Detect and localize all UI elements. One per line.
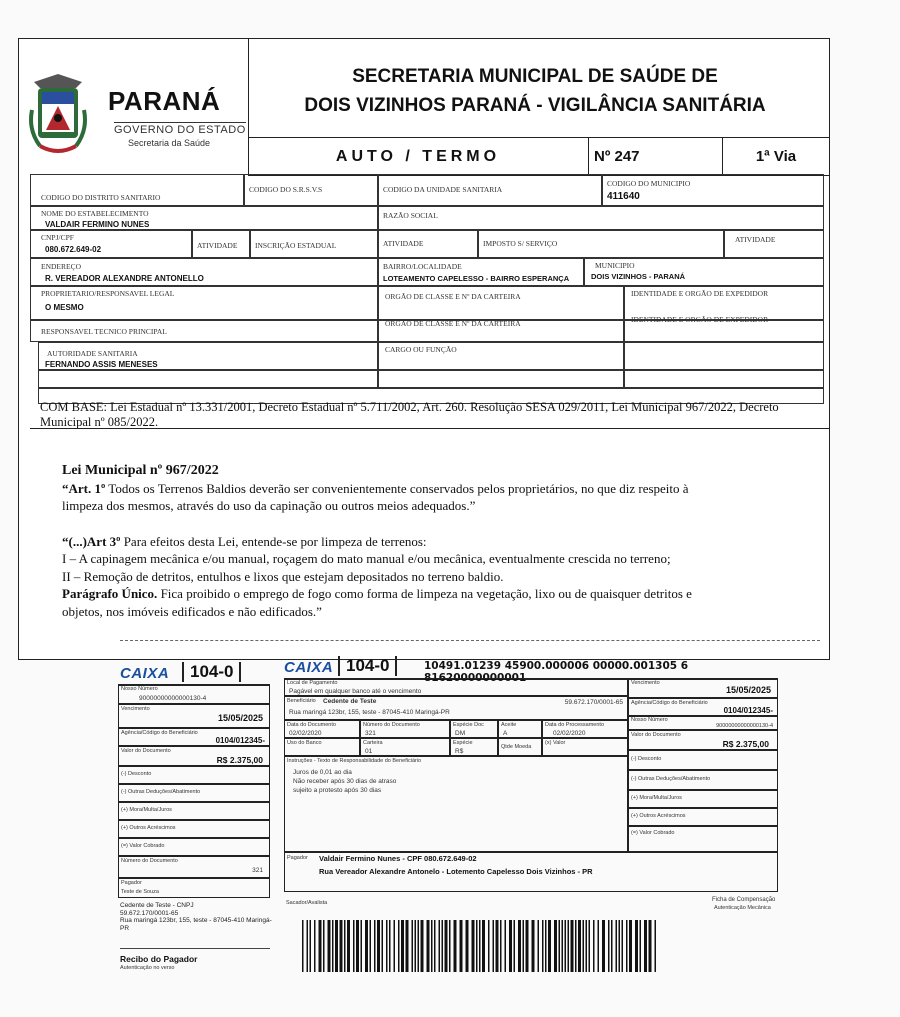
- stub-value-nosso: 90000000000000130-4: [139, 695, 207, 702]
- barcode-bar: [538, 920, 540, 972]
- law-art1-head: “Art. 1º: [62, 480, 106, 496]
- label-nosso: Nosso Número: [631, 717, 668, 723]
- main-agencia: [628, 698, 778, 716]
- law-title: Lei Municipal nº 967/2022: [62, 463, 219, 478]
- barcode-bar: [548, 920, 551, 972]
- barcode-bar: [374, 920, 376, 972]
- barcode-bar: [523, 920, 525, 972]
- cell-municipio: [584, 258, 824, 286]
- barcode-bar: [434, 920, 436, 972]
- label-cobrado: (=) Valor Cobrado: [631, 830, 675, 836]
- main-especie-doc: [450, 720, 498, 738]
- cell-cnpj: [30, 230, 192, 258]
- stub-value-numdoc: 321: [252, 867, 263, 874]
- stub-label-cobrado: (=) Valor Cobrado: [121, 843, 165, 849]
- barcode-bar: [629, 920, 632, 972]
- stub-valor: [118, 746, 270, 766]
- barcode-bar: [488, 920, 490, 972]
- instr-line-1: Juros de 0,01 ao dia: [293, 769, 352, 776]
- autent-mecanica: Autenticação Mecânica: [714, 905, 771, 911]
- cell-blank-2: [38, 370, 378, 388]
- barcode-bar: [571, 920, 574, 972]
- law-paragrafo-body: Fica proibido o emprego de fogo como forma de limpeza na vegetação, lixo ou de quaisquer detritos e objetos, nos imóveis edificados e não edificados.”: [62, 586, 692, 619]
- main-aceite: [498, 720, 542, 738]
- stub-bank-header: [118, 662, 270, 686]
- barcode: [302, 920, 662, 972]
- value-numdoc2: 321: [365, 730, 376, 737]
- via-label: 1ª Via: [755, 148, 797, 165]
- barcode-bar: [598, 920, 600, 972]
- stub-bank-logo: CAIXA: [120, 665, 170, 682]
- label-pagador2: Pagador: [287, 855, 308, 861]
- barcode-bar: [449, 920, 451, 972]
- law-item-1: I – A capinagem mecânica e/ou manual, roçagem do mato manual e/ou mecânica, eventualmente crescida no terreno;: [62, 551, 671, 566]
- barcode-bar: [626, 920, 628, 972]
- label-municipio-cod: CODIGO DO MUNICIPIO: [607, 179, 691, 188]
- cell-atividade: [192, 230, 250, 258]
- cell-blank-4: [624, 370, 824, 388]
- stub-pagador: [118, 878, 270, 898]
- stub-label-nosso: Nosso Número: [121, 686, 158, 692]
- barcode-bar: [431, 920, 433, 972]
- barcode-bar: [622, 920, 624, 972]
- barcode-bar: [608, 920, 610, 972]
- value-especie2: R$: [455, 748, 464, 755]
- label-cargo: CARGO OU FUNÇÃO: [385, 345, 457, 354]
- barcode-bar: [302, 920, 304, 972]
- barcode-bar: [418, 920, 420, 972]
- value-pagador2-end: Rua Vereador Alexandre Antonelo - Lotemento Capelesso Dois Vizinhos - PR: [319, 867, 593, 876]
- value-endereco: R. VEREADOR ALEXANDRE ANTONELLO: [45, 274, 204, 283]
- barcode-bar: [586, 920, 588, 972]
- stub-agencia: [118, 728, 270, 746]
- label-endereco: ENDEREÇO: [41, 262, 81, 271]
- main-valor-documento: [628, 730, 778, 750]
- barcode-bar: [472, 920, 475, 972]
- stub-value-venc: 15/05/2025: [217, 713, 263, 723]
- government-label: GOVERNO DO ESTADO: [114, 124, 246, 136]
- cell-autoridade: [38, 342, 378, 370]
- document-number: Nº 247: [590, 138, 723, 175]
- boleto-receipt-stub: [118, 662, 270, 912]
- barcode-bar: [310, 920, 312, 972]
- law-paragrafo-head: Parágrafo Único.: [62, 586, 158, 601]
- stub-label-pagador: Pagador: [121, 880, 142, 886]
- barcode-bar: [370, 920, 372, 972]
- barcode-bar: [421, 920, 424, 972]
- barcode-bar: [412, 920, 414, 972]
- barcode-bar: [518, 920, 521, 972]
- stub-autent-verso: Autenticação no verso: [120, 965, 175, 971]
- title-line-1: SECRETARIA MUNICIPAL DE SAÚDE DE: [352, 66, 718, 87]
- barcode-bar: [514, 920, 516, 972]
- stub-value-pagador: Teste de Souza: [121, 889, 159, 895]
- value-municipio-cod: 411640: [607, 191, 640, 202]
- main-nosso-numero: [628, 716, 778, 730]
- barcode-bar: [454, 920, 457, 972]
- title-line-2: DOIS VIZINHOS PARANÁ - VIGILÂNCIA SANITÁRIA: [304, 95, 766, 116]
- value-pagador2: Valdair Fermino Nunes - CPF 080.672.649-02: [319, 854, 477, 863]
- main-vencimento: [628, 678, 778, 698]
- label-sacador: Sacador/Avalista: [286, 900, 328, 906]
- value-estabelecimento: VALDAIR FERMINO NUNES: [45, 220, 150, 229]
- cell-srsvs: [244, 174, 378, 206]
- stub-numdoc: [118, 856, 270, 878]
- cell-blank-1: [624, 342, 824, 370]
- cell-imposto: [478, 230, 724, 258]
- stub-cobrado: [118, 838, 270, 856]
- label-datadoc: Data do Documento: [287, 722, 336, 728]
- label-valor: Valor do Documento: [631, 732, 681, 738]
- linha-digitavel: 10491.01239 45900.000006 00000.001305 6 81620000000001: [424, 660, 689, 684]
- stub-label-desconto: (-) Desconto: [121, 771, 152, 777]
- law-item-2: II – Remoção de detritos, entulhos e lixos que estejam depositados no terreno baldio.: [62, 568, 504, 584]
- barcode-bar: [340, 920, 343, 972]
- law-paragrafo: [62, 585, 722, 620]
- stub-nosso-numero: [118, 684, 270, 704]
- barcode-bar: [386, 920, 388, 972]
- barcode-bar: [476, 920, 478, 972]
- label-desconto: (-) Desconto: [631, 756, 662, 762]
- barcode-bar: [655, 920, 657, 972]
- law-text: [62, 462, 722, 620]
- barcode-bar: [445, 920, 448, 972]
- barcode-bar: [323, 920, 325, 972]
- stub-bank-code: 104-0: [182, 662, 241, 682]
- value-municipio: DOIS VIZINHOS - PARANÁ: [591, 272, 686, 281]
- barcode-bar: [619, 920, 621, 972]
- value-agencia: 0104/012345-: [723, 706, 773, 715]
- label-srsvs: CODIGO DO S.R.S.V.S: [249, 185, 323, 194]
- barcode-bar: [578, 920, 581, 972]
- cell-distrito: [30, 174, 244, 206]
- barcode-bar: [611, 920, 613, 972]
- value-benef: Cedente de Teste: [323, 698, 377, 705]
- stub-vencimento: [118, 704, 270, 728]
- label-local: Local de Pagamento: [287, 680, 338, 686]
- main-cobrado: [628, 826, 778, 852]
- label-numdoc2: Número do Documento: [363, 722, 420, 728]
- value-aceite: A: [503, 730, 508, 737]
- stub-cedente: Cedente de Teste - CNPJ: [120, 902, 194, 909]
- label-imposto: IMPOSTO S/ SERVIÇO: [483, 239, 558, 248]
- label-identidade-2: IDENTIDADE E ORGÃO DE EXPEDIDOR: [631, 315, 769, 324]
- main-beneficiario: [284, 696, 628, 720]
- secretaria-label: Secretaria da Saúde: [128, 138, 211, 148]
- cell-cargo: [378, 342, 624, 370]
- barcode-bar: [398, 920, 400, 972]
- brand-name: PARANÁ: [108, 86, 221, 116]
- barcode-bar: [365, 920, 368, 972]
- barcode-bar: [389, 920, 391, 972]
- barcode-bar: [565, 920, 567, 972]
- ficha-compensacao: Ficha de Compensação: [712, 897, 776, 903]
- stub-desconto: [118, 766, 270, 784]
- label-tecnico: RESPONSAVEL TECNICO PRINCIPAL: [41, 327, 167, 336]
- barcode-bar: [602, 920, 605, 972]
- cell-orgao-classe-2: [378, 320, 624, 342]
- label-benef: Beneficiário: [287, 698, 316, 704]
- auto-termo-row: [248, 137, 830, 176]
- cell-blank-3: [378, 370, 624, 388]
- barcode-bar: [466, 920, 469, 972]
- value-valor: R$ 2.375,00: [722, 739, 769, 749]
- barcode-bar: [394, 920, 396, 972]
- main-data-processamento: [542, 720, 628, 738]
- label-mora: (+) Mora/Multa/Juros: [631, 795, 682, 801]
- barcode-bar: [344, 920, 346, 972]
- cut-line: [120, 640, 820, 641]
- label-acrescimos: (+) Outros Acréscimos: [631, 813, 686, 819]
- label-atividade-2: ATIVIDADE: [383, 239, 424, 248]
- barcode-bar: [332, 920, 334, 972]
- value-venc: 15/05/2025: [725, 685, 771, 695]
- barcode-bar: [509, 920, 512, 972]
- value-nosso: 90000000000000130-4: [716, 723, 773, 729]
- barcode-bar: [554, 920, 557, 972]
- barcode-bar: [442, 920, 444, 972]
- barcode-bar: [307, 920, 309, 972]
- barcode-bar: [356, 920, 359, 972]
- barcode-bar: [314, 920, 316, 972]
- barcode-bar: [401, 920, 404, 972]
- parana-crest-icon: [26, 70, 90, 156]
- value-proprietario: O MESMO: [45, 303, 84, 312]
- label-orgao-classe-1: ORGÃO DE CLASSE E Nº DA CARTEIRA: [385, 292, 521, 301]
- value-datadoc: 02/02/2020: [289, 730, 322, 737]
- label-municipio: MUNICIPIO: [595, 261, 635, 270]
- value-bairro: LOTEAMENTO CAPELESSO - BAIRRO ESPERANÇA: [383, 274, 570, 283]
- barcode-bar: [361, 920, 363, 972]
- stub-mora: [118, 802, 270, 820]
- law-art3: [62, 533, 722, 551]
- main-carteira: [360, 738, 450, 756]
- stub-signature-line: [120, 948, 270, 949]
- stub-label-valor: Valor do Documento: [121, 748, 171, 754]
- barcode-bar: [427, 920, 430, 972]
- barcode-bar: [562, 920, 564, 972]
- main-qtde-moeda: [498, 738, 542, 756]
- barcode-bar: [406, 920, 409, 972]
- value-especie: DM: [455, 730, 466, 737]
- law-art1: [62, 480, 722, 515]
- barcode-bar: [505, 920, 507, 972]
- stub-deducoes: [118, 784, 270, 802]
- label-deducoes: (-) Outras Deduções/Abatimento: [631, 776, 711, 782]
- legal-basis: COM BASE: Lei Estadual nº 13.331/2001, Decreto Estadual nº 5.711/2002, Art. 260. Resolução SESA 029/2011, Lei Municipal 967/2022, Decreto Municipal nº 085/2022.: [40, 400, 779, 429]
- instr-line-3: sujeito a protesto após 30 dias: [293, 787, 382, 794]
- base-divider: [30, 428, 830, 429]
- barcode-bar: [482, 920, 485, 972]
- main-data-documento: [284, 720, 360, 738]
- label-especie: Espécie Doc: [453, 722, 484, 728]
- main-mora: [628, 790, 778, 808]
- value-dataproc: 02/02/2020: [553, 730, 586, 737]
- auto-termo-label: AUTO / TERMO: [248, 138, 589, 175]
- cell-orgao-classe-1: [378, 286, 624, 320]
- stub-cedente-block: [120, 902, 280, 932]
- stub-label-deducoes: (-) Outras Deduções/Abatimento: [121, 789, 201, 795]
- cell-atividade-2: [378, 230, 478, 258]
- cell-unidade: [378, 174, 602, 206]
- barcode-bar: [593, 920, 595, 972]
- label-orgao-classe-2: ORGÃO DE CLASSE E Nº DA CARTEIRA: [385, 319, 521, 328]
- barcode-bar: [479, 920, 481, 972]
- label-agencia: Agência/Código do Beneficiário: [631, 700, 708, 706]
- cell-endereco: [30, 258, 378, 286]
- main-especie: [450, 738, 498, 756]
- label-dataproc: Data do Processamento: [545, 722, 605, 728]
- label-aceite: Aceite: [501, 722, 517, 728]
- barcode-bar: [575, 920, 577, 972]
- cell-municipio-cod: [602, 174, 824, 206]
- barcode-bar: [347, 920, 350, 972]
- value-benef-cnpj: 59.672.170/0001-65: [564, 699, 623, 706]
- barcode-bar: [559, 920, 561, 972]
- barcode-bar: [377, 920, 380, 972]
- barcode-bar: [460, 920, 463, 972]
- cell-proprietario: [30, 286, 378, 320]
- value-benef-end: Rua maringá 123br, 155, teste - 87045-410 Maringá-PR: [289, 709, 450, 716]
- stub-label-acrescimos: (+) Outros Acréscimos: [121, 825, 176, 831]
- stub-label-venc: Vencimento: [121, 706, 150, 712]
- main-acrescimos: [628, 808, 778, 826]
- cell-inscricao: [250, 230, 378, 258]
- boleto-main: [284, 656, 778, 906]
- barcode-bar: [635, 920, 638, 972]
- barcode-bar: [319, 920, 322, 972]
- main-instrucoes: [284, 756, 628, 852]
- form-grid: [30, 174, 824, 424]
- stub-recibo-label: Recibo do Pagador: [120, 954, 198, 964]
- main-bank-logo: CAIXA: [284, 659, 334, 676]
- main-x-valor: [542, 738, 628, 756]
- cell-razao-social: [378, 206, 824, 230]
- main-bank-code: 104-0: [338, 656, 397, 676]
- main-uso-banco: [284, 738, 360, 756]
- label-qtde: Qtde Moeda: [501, 744, 532, 750]
- stub-label-mora: (+) Mora/Multa/Juros: [121, 807, 172, 813]
- barcode-bar: [353, 920, 355, 972]
- main-pagador: [284, 852, 778, 892]
- barcode-bar: [589, 920, 591, 972]
- label-distrito: CODIGO DO DISTRITO SANITARIO: [41, 193, 161, 202]
- label-inscricao: INSCRIÇÃO ESTADUAL: [255, 241, 337, 250]
- label-especie2: Espécie: [453, 740, 473, 746]
- barcode-bar: [649, 920, 652, 972]
- value-local: Pagável em qualquer banco até o vencimento: [289, 688, 422, 695]
- page-title: [250, 62, 820, 120]
- instr-line-2: Não receber após 30 dias de atraso: [293, 778, 397, 785]
- cell-bairro: [378, 258, 584, 286]
- barcode-bar: [526, 920, 529, 972]
- cell-identidade-2: [624, 315, 824, 342]
- main-numero-documento: [360, 720, 450, 738]
- stub-value-agencia: 0104/012345-: [215, 736, 265, 745]
- stub-cedente-cnpj: 59.672.170/0001-65: [120, 909, 179, 917]
- barcode-bar: [644, 920, 647, 972]
- stub-label-numdoc: Número do Documento: [121, 858, 178, 864]
- barcode-bar: [545, 920, 547, 972]
- barcode-bar: [532, 920, 535, 972]
- label-identidade-1: IDENTIDADE E ORGÃO DE EXPEDIDOR: [631, 289, 769, 298]
- value-carteira: 01: [365, 748, 373, 755]
- law-art3-body: Para efeitos desta Lei, entende-se por limpeza de terrenos:: [120, 533, 427, 549]
- stub-label-agencia: Agência/Código do Beneficiário: [121, 730, 198, 736]
- label-atividade: ATIVIDADE: [197, 241, 238, 250]
- label-bairro: BAIRRO/LOCALIDADE: [383, 262, 462, 271]
- law-art3-head: “(...)Art 3º: [62, 533, 121, 549]
- label-autoridade: AUTORIDADE SANITARIA: [47, 349, 138, 358]
- label-unidade: CODIGO DA UNIDADE SANITARIA: [383, 185, 503, 194]
- main-desconto: [628, 750, 778, 770]
- stub-cedente-end: Rua maringá 123br, 155, teste - 87045-410 Maringá-PR: [120, 917, 272, 932]
- barcode-bar: [382, 920, 384, 972]
- barcode-bar: [496, 920, 499, 972]
- barcode-bar: [335, 920, 338, 972]
- barcode-bar: [616, 920, 618, 972]
- barcode-bar: [583, 920, 585, 972]
- value-autoridade: FERNANDO ASSIS MENESES: [45, 360, 158, 369]
- stub-value-valor: R$ 2.375,00: [216, 755, 263, 765]
- stub-acrescimos: [118, 820, 270, 838]
- barcode-bar: [328, 920, 331, 972]
- label-cnpj: CNPJ/CPF: [41, 233, 74, 242]
- label-razao-social: RAZÃO SOCIAL: [383, 211, 438, 220]
- label-usobanco: Uso do Banco: [287, 740, 322, 746]
- barcode-bar: [542, 920, 544, 972]
- cell-estabelecimento: [30, 206, 378, 230]
- label-venc: Vencimento: [631, 680, 660, 686]
- main-deducoes: [628, 770, 778, 790]
- barcode-bar: [493, 920, 495, 972]
- barcode-bar: [439, 920, 441, 972]
- label-atividade-3: ATIVIDADE: [735, 235, 776, 244]
- value-cnpj: 080.672.649-02: [45, 245, 102, 254]
- cell-atividade-3: [724, 230, 824, 258]
- barcode-bar: [500, 920, 502, 972]
- header-logo-area: [18, 38, 248, 168]
- label-xvalor: (x) Valor: [545, 740, 566, 746]
- main-local-pagamento: [284, 678, 628, 696]
- label-estabelecimento: NOME DO ESTABELECIMENTO: [41, 209, 149, 218]
- label-proprietario: PROPRIETARIO/RESPONSAVEL LEGAL: [41, 289, 175, 298]
- label-instr: Instruções - Texto de Responsabilidade do Beneficiário: [287, 758, 422, 764]
- law-art1-body: Todos os Terrenos Baldios deverão ser convenientemente conservados pelos proprietários, no que diz respeito à limpeza dos mesmos, através do uso da capinação ou outros meios adequados.”: [62, 480, 689, 513]
- barcode-bar: [415, 920, 417, 972]
- barcode-bar: [640, 920, 642, 972]
- barcode-bar: [568, 920, 570, 972]
- label-carteira: Carteira: [363, 740, 383, 746]
- cell-tecnico: [30, 320, 378, 342]
